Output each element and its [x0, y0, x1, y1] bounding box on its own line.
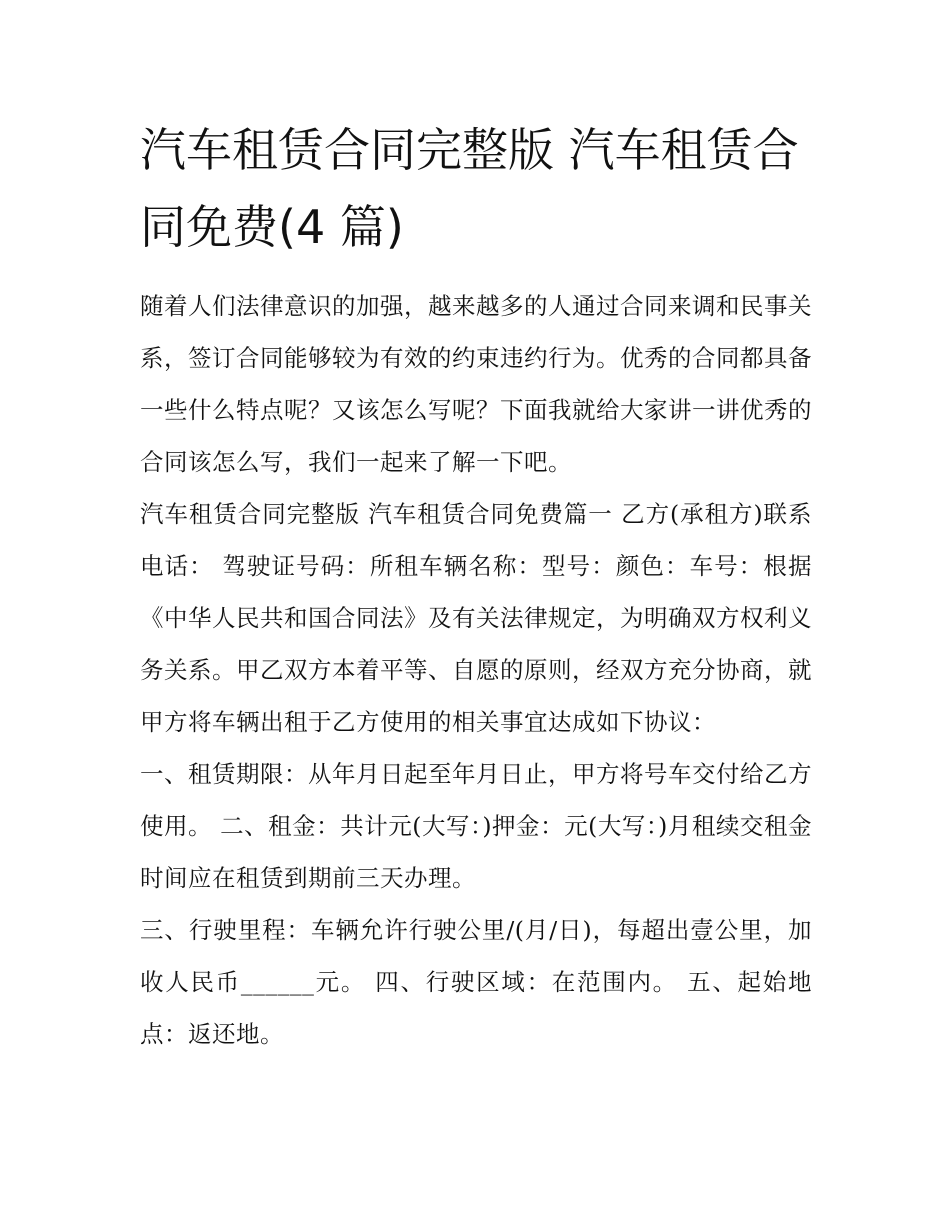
document-title: 汽车租赁合同完整版 汽车租赁合同免费(4 篇): [140, 123, 799, 254]
intro-paragraph: 随着人们法律意识的加强，越来越多的人通过合同来调和民事关系，签订合同能够较为有效的约束违约行为。优秀的合同都具备一些什么特点呢？又该怎么写呢？下面我就给大家讲一讲优秀的合同该怎么写，我们一起来了解一下吧。: [140, 292, 812, 476]
contract-header-paragraph: 汽车租赁合同完整版 汽车租赁合同免费篇一 乙方(承租方)联系电话： 驾驶证号码：所租车辆名称：型号：颜色：车号：根据《中华人民共和国合同法》及有关法律规定，为明确双方权利义务关系。甲乙双方本着平等、自愿的原则，经双方充分协商，就甲方将车辆出租于乙方使用的相关事宜达成如下协议：: [140, 500, 812, 736]
lease-term-paragraph: 一、租赁期限：从年月日起至年月日止，甲方将号车交付给乙方使用。 二、租金：共计元(大写：)押金：元(大写：)月租续交租金时间应在租赁到期前三天办理。: [140, 760, 812, 892]
document-page: [140, 112, 812, 1060]
mileage-paragraph: 三、行驶里程：车辆允许行驶公里/(月/日)，每超出壹公里，加收人民币______元。 四、行驶区域：在范围内。 五、起始地点：返还地。: [140, 916, 812, 1048]
